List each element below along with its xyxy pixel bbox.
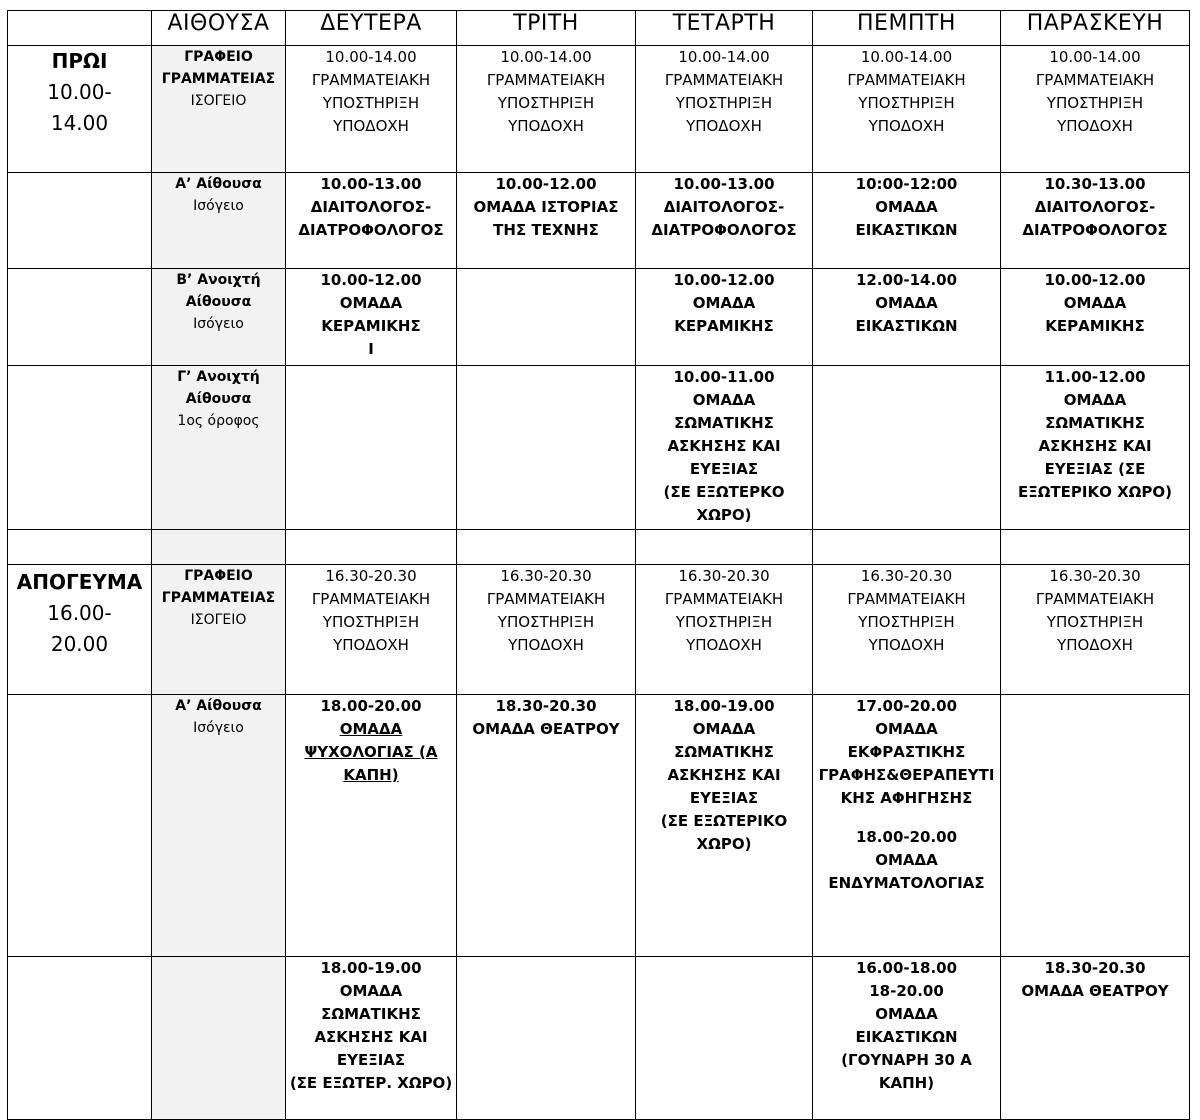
cell-time: 10.00-12.00	[1044, 271, 1146, 289]
cell-line: ΥΠΟΣΤΗΡΙΞΗ	[858, 613, 955, 631]
cell-line: ΟΜΑΔΑ ΘΕΑΤΡΟΥ	[472, 720, 620, 738]
cell-time: 18.30-20.30	[1044, 959, 1146, 977]
cell-line: ΚΕΡΑΜΙΚΗΣ	[674, 317, 774, 335]
afternoon-hours-end: 20.00	[50, 632, 109, 656]
cell-line: (ΣΕ ΕΞΩΤΕΡ. ΧΩΡΟ)	[289, 1074, 453, 1092]
cell-line: ΕΞΩΤΕΡΙΚΟ ΧΩΡΟ)	[1017, 483, 1173, 501]
cell-line: ΟΜΑΔΑ	[875, 294, 938, 312]
table-row	[8, 366, 1190, 530]
room-label: Αίθουσα	[185, 391, 252, 407]
cell-time: 16.30-20.30	[860, 567, 953, 585]
room-cell-b-morning	[152, 269, 286, 366]
cell-line: ΟΜΑΔΑ ΘΕΑΤΡΟΥ	[1021, 982, 1169, 1000]
cell-line: ΟΜΑΔΑ	[339, 720, 403, 738]
cell-time: 18.00-19.00	[320, 959, 422, 977]
cell-line: ΔΙΑΙΤΟΛΟΓΟΣ-	[310, 198, 432, 216]
cell-line: ΟΜΑΔΑ	[875, 720, 938, 738]
cell-line: ΥΠΟΣΤΗΡΙΞΗ	[1046, 613, 1144, 631]
cell-line: ΟΜΑΔΑ	[692, 294, 756, 312]
empty-cell	[813, 366, 1001, 530]
afternoon-period-cell	[8, 565, 152, 695]
room-label: Αίθουσα	[185, 294, 252, 310]
cell-time: 16.30-20.30	[500, 567, 592, 585]
room-floor: ΙΣΟΓΕΙΟ	[190, 93, 247, 109]
cell-line: ΓΡΑΜΜΑΤΕΙΑΚΗ	[311, 71, 431, 89]
empty-cell	[457, 366, 636, 530]
cell-line: ΥΠΟΣΤΗΡΙΞΗ	[858, 94, 955, 112]
schedule-cell	[457, 695, 636, 957]
empty-cell	[8, 269, 152, 366]
cell-line: ΓΡΑΜΜΑΤΕΙΑΚΗ	[664, 71, 784, 89]
cell-line: ΚΑΠΗ)	[878, 1074, 935, 1092]
cell-line: (ΓΟΥΝΑΡΗ 30 Α	[841, 1051, 972, 1069]
cell-line: ΓΡΑΜΜΑΤΕΙΑΚΗ	[311, 590, 431, 608]
schedule-cell	[286, 695, 457, 957]
cell-time: 16.00-18.00	[855, 959, 958, 977]
schedule-cell	[457, 565, 636, 695]
cell-time: 10.00-14.00	[325, 48, 417, 66]
empty-cell	[1001, 695, 1190, 957]
cell-line: ΕΥΕΞΙΑΣ	[689, 460, 759, 478]
cell-line: ΥΠΟΔΟΧΗ	[686, 117, 762, 135]
cell-line: ΥΠΟΔΟΧΗ	[686, 636, 762, 654]
cell-line: ΕΚΦΡΑΣΤΙΚΗΣ	[847, 743, 966, 761]
cell-line: ΥΠΟΔΟΧΗ	[868, 636, 945, 654]
empty-cell	[636, 530, 813, 565]
schedule-cell	[286, 565, 457, 695]
schedule-cell	[813, 695, 1001, 957]
empty-cell	[457, 530, 636, 565]
room-floor: ΙΣΟΓΕΙΟ	[190, 612, 247, 628]
cell-line: ΓΡΑΦΗΣ&ΘΕΡΑΠΕΥΤΙ	[818, 766, 995, 784]
room-floor: 1ος όροφος	[177, 413, 260, 429]
schedule-cell	[286, 173, 457, 269]
room-floor: Ισόγειο	[193, 720, 244, 736]
cell-line: ΟΜΑΔΑ	[339, 982, 403, 1000]
schedule-cell	[1001, 269, 1190, 366]
table-row	[8, 46, 1190, 173]
room-label: Γ’ Ανοιχτή	[177, 369, 260, 385]
empty-cell	[457, 957, 636, 1120]
room-label: ΓΡΑΜΜΑΤΕΙΑΣ	[161, 71, 276, 87]
table-row	[8, 957, 1190, 1120]
room-label: ΓΡΑΦΕΙΟ	[184, 49, 253, 65]
cell-line: ΟΜΑΔΑ	[692, 720, 756, 738]
cell-line: ΕΥΕΞΙΑΣ	[689, 789, 759, 807]
empty-room-cell	[152, 957, 286, 1120]
room-label: ΓΡΑΦΕΙΟ	[184, 568, 253, 584]
cell-time: 10.30-13.00	[1044, 175, 1146, 193]
schedule-cell	[636, 565, 813, 695]
schedule-cell	[813, 269, 1001, 366]
cell-line: ΟΜΑΔΑ	[1063, 294, 1127, 312]
cell-line: ΣΩΜΑΤΙΚΗΣ	[674, 414, 774, 432]
cell-line: ΥΠΟΣΤΗΡΙΞΗ	[497, 94, 595, 112]
cell-line: Ι	[368, 340, 374, 358]
cell-time: 12.00-14.00	[855, 271, 958, 289]
cell-line: ΑΣΚΗΣΗΣ ΚΑΙ	[314, 1028, 428, 1046]
cell-time: 18.00-20.00	[320, 697, 422, 715]
cell-line: ΔΙΑΤΡΟΦΟΛΟΓΟΣ	[1022, 221, 1168, 239]
cell-line: ΣΩΜΑΤΙΚΗΣ	[1045, 414, 1145, 432]
cell-time: 16.30-20.30	[325, 567, 417, 585]
empty-cell	[813, 530, 1001, 565]
cell-line: ΥΠΟΔΟΧΗ	[1057, 636, 1133, 654]
cell-line: ΥΠΟΔΟΧΗ	[508, 117, 584, 135]
cell-line: ΓΡΑΜΜΑΤΕΙΑΚΗ	[664, 590, 784, 608]
schedule-table	[7, 10, 1190, 1120]
schedule-cell	[636, 269, 813, 366]
cell-line: ΟΜΑΔΑ	[875, 1005, 938, 1023]
cell-line: (ΣΕ ΕΞΩΤΕΡΚΟ	[663, 483, 785, 501]
cell-time: 10.00-12.00	[673, 271, 775, 289]
cell-line: ΓΡΑΜΜΑΤΕΙΑΚΗ	[847, 590, 966, 608]
morning-period-cell	[8, 46, 152, 173]
cell-time: 10.00-11.00	[673, 368, 775, 386]
cell-time: 10.00-14.00	[860, 48, 953, 66]
cell-line: ΕΝΔΥΜΑΤΟΛΟΓΙΑΣ	[828, 874, 985, 892]
cell-time: 16.30-20.30	[678, 567, 770, 585]
cell-time: 10.00-14.00	[500, 48, 592, 66]
cell-line: ΔΙΑΤΡΟΦΟΛΟΓΟΣ	[651, 221, 797, 239]
table-row	[8, 173, 1190, 269]
cell-time: 11.00-12.00	[1044, 368, 1146, 386]
empty-cell	[286, 366, 457, 530]
cell-line: ΚΕΡΑΜΙΚΗΣ	[1045, 317, 1145, 335]
spacer-row	[8, 530, 1190, 565]
cell-gap	[813, 810, 1000, 826]
empty-cell	[8, 173, 152, 269]
empty-cell	[636, 957, 813, 1120]
empty-cell	[8, 530, 152, 565]
afternoon-hours-start: 16.00-	[47, 601, 112, 625]
cell-time: 10.00-13.00	[320, 175, 422, 193]
cell-line: ΚΗΣ ΑΦΗΓΗΣΗΣ	[840, 789, 973, 807]
cell-line: ΕΙΚΑΣΤΙΚΩΝ	[855, 1028, 958, 1046]
cell-time: 17.00-20.00	[855, 697, 958, 715]
cell-line: ΑΣΚΗΣΗΣ ΚΑΙ	[667, 766, 781, 784]
schedule-cell	[636, 366, 813, 530]
cell-line: ΔΙΑΙΤΟΛΟΓΟΣ-	[663, 198, 785, 216]
afternoon-period-label: ΑΠΟΓΕΥΜΑ	[16, 570, 143, 594]
cell-time: 10.00-12.00	[320, 271, 422, 289]
morning-period-label: ΠΡΩΙ	[51, 49, 108, 73]
cell-line: ΥΠΟΔΟΧΗ	[1057, 117, 1133, 135]
room-cell-office-afternoon	[152, 565, 286, 695]
cell-line: ΥΠΟΔΟΧΗ	[333, 636, 409, 654]
cell-line: ΓΡΑΜΜΑΤΕΙΑΚΗ	[1035, 71, 1155, 89]
cell-line: ΟΜΑΔΑ	[692, 391, 756, 409]
empty-cell	[457, 269, 636, 366]
room-label: ΓΡΑΜΜΑΤΕΙΑΣ	[161, 590, 276, 606]
cell-line: ΓΡΑΜΜΑΤΕΙΑΚΗ	[486, 590, 606, 608]
schedule-cell	[636, 173, 813, 269]
cell-time: 16.30-20.30	[1049, 567, 1141, 585]
table-row	[8, 269, 1190, 366]
cell-time: 18-20.00	[869, 982, 944, 1000]
cell-line: ΥΠΟΣΤΗΡΙΞΗ	[322, 613, 420, 631]
table-row	[8, 565, 1190, 695]
cell-line: (ΣΕ ΕΞΩΤΕΡΙΚΟ	[660, 812, 788, 830]
cell-line: ΕΙΚΑΣΤΙΚΩΝ	[855, 221, 958, 239]
cell-time: 10.00-13.00	[673, 175, 775, 193]
schedule-cell	[636, 695, 813, 957]
schedule-cell	[1001, 46, 1190, 173]
schedule-cell	[813, 173, 1001, 269]
schedule-cell	[1001, 173, 1190, 269]
room-cell-c-morning	[152, 366, 286, 530]
schedule-cell	[457, 173, 636, 269]
cell-time: 18.00-19.00	[673, 697, 775, 715]
cell-time: 18.30-20.30	[495, 697, 597, 715]
cell-time: 10.00-14.00	[678, 48, 770, 66]
cell-time: 10.00-12.00	[495, 175, 597, 193]
cell-line: ΕΙΚΑΣΤΙΚΩΝ	[855, 317, 958, 335]
room-floor: Ισόγειο	[193, 316, 244, 332]
cell-line: ΟΜΑΔΑ	[339, 294, 403, 312]
cell-line: ΥΠΟΣΤΗΡΙΞΗ	[497, 613, 595, 631]
room-label: Β’ Ανοιχτή	[176, 272, 261, 288]
room-label: Α’ Αίθουσα	[175, 698, 262, 714]
cell-line: ΟΜΑΔΑ ΙΣΤΟΡΙΑΣ	[473, 198, 619, 216]
schedule-cell	[286, 957, 457, 1120]
header-period	[8, 11, 152, 46]
cell-line: ΟΜΑΔΑ	[875, 851, 938, 869]
schedule-cell	[813, 565, 1001, 695]
cell-line: ΥΠΟΔΟΧΗ	[508, 636, 584, 654]
schedule-cell	[1001, 565, 1190, 695]
cell-line: ΣΩΜΑΤΙΚΗΣ	[674, 743, 774, 761]
header-row	[8, 11, 1190, 46]
cell-line: ΧΩΡΟ)	[696, 506, 752, 524]
cell-line: ΟΜΑΔΑ	[1063, 391, 1127, 409]
cell-line: ΚΑΠΗ)	[343, 766, 399, 784]
schedule-cell	[1001, 957, 1190, 1120]
cell-line: ΧΩΡΟ)	[696, 835, 752, 853]
schedule-cell	[457, 46, 636, 173]
room-floor: Ισόγειο	[193, 198, 244, 214]
cell-line: ΔΙΑΙΤΟΛΟΓΟΣ-	[1034, 198, 1156, 216]
header-friday: ΠΑΡΑΣΚΕΥΗ	[1001, 11, 1190, 46]
cell-line: ΥΠΟΔΟΧΗ	[868, 117, 945, 135]
empty-cell	[8, 366, 152, 530]
header-wednesday: ΤΕΤΑΡΤΗ	[636, 11, 813, 46]
empty-cell	[8, 957, 152, 1120]
cell-line: ΓΡΑΜΜΑΤΕΙΑΚΗ	[486, 71, 606, 89]
cell-line: ΟΜΑΔΑ	[875, 198, 938, 216]
cell-time: 10:00-12:00	[855, 175, 958, 193]
cell-line: ΤΗΣ ΤΕΧΝΗΣ	[493, 221, 599, 239]
cell-line: ΥΠΟΣΤΗΡΙΞΗ	[322, 94, 420, 112]
room-cell-office-morning	[152, 46, 286, 173]
empty-cell	[1001, 530, 1190, 565]
morning-hours-start: 10.00-	[47, 80, 112, 104]
room-label: Α’ Αίθουσα	[175, 176, 262, 192]
schedule-cell	[286, 269, 457, 366]
table-row	[8, 695, 1190, 957]
schedule-cell	[813, 46, 1001, 173]
cell-line: ΕΥΕΞΙΑΣ	[336, 1051, 406, 1069]
cell-line: ΕΥΕΞΙΑΣ (ΣΕ	[1044, 460, 1146, 478]
cell-time: 18.00-20.00	[855, 828, 958, 846]
cell-line: ΥΠΟΣΤΗΡΙΞΗ	[675, 94, 773, 112]
cell-line: ΓΡΑΜΜΑΤΕΙΑΚΗ	[1035, 590, 1155, 608]
header-monday: ΔΕΥΤΕΡΑ	[286, 11, 457, 46]
header-room: ΑΙΘΟΥΣΑ	[152, 11, 286, 46]
morning-hours-end: 14.00	[50, 111, 109, 135]
cell-line: ΑΣΚΗΣΗΣ ΚΑΙ	[667, 437, 781, 455]
schedule-cell	[813, 957, 1001, 1120]
cell-time: 10.00-14.00	[1049, 48, 1141, 66]
empty-cell	[8, 695, 152, 957]
empty-room-cell	[152, 530, 286, 565]
cell-line: ΓΡΑΜΜΑΤΕΙΑΚΗ	[847, 71, 966, 89]
header-tuesday: ΤΡΙΤΗ	[457, 11, 636, 46]
cell-line: ΚΕΡΑΜΙΚΗΣ	[321, 317, 421, 335]
cell-line: ΑΣΚΗΣΗΣ ΚΑΙ	[1038, 437, 1152, 455]
cell-line: ΥΠΟΣΤΗΡΙΞΗ	[675, 613, 773, 631]
cell-line: ΨΥΧΟΛΟΓΙΑΣ (Α	[304, 743, 438, 761]
empty-cell	[286, 530, 457, 565]
cell-line: ΥΠΟΔΟΧΗ	[333, 117, 409, 135]
schedule-cell	[286, 46, 457, 173]
header-thursday: ΠΕΜΠΤΗ	[813, 11, 1001, 46]
room-cell-a-morning	[152, 173, 286, 269]
schedule-cell	[636, 46, 813, 173]
cell-line: ΥΠΟΣΤΗΡΙΞΗ	[1046, 94, 1144, 112]
schedule-cell	[1001, 366, 1190, 530]
room-cell-a-afternoon	[152, 695, 286, 957]
cell-line: ΣΩΜΑΤΙΚΗΣ	[321, 1005, 421, 1023]
cell-line: ΔΙΑΤΡΟΦΟΛΟΓΟΣ	[298, 221, 444, 239]
